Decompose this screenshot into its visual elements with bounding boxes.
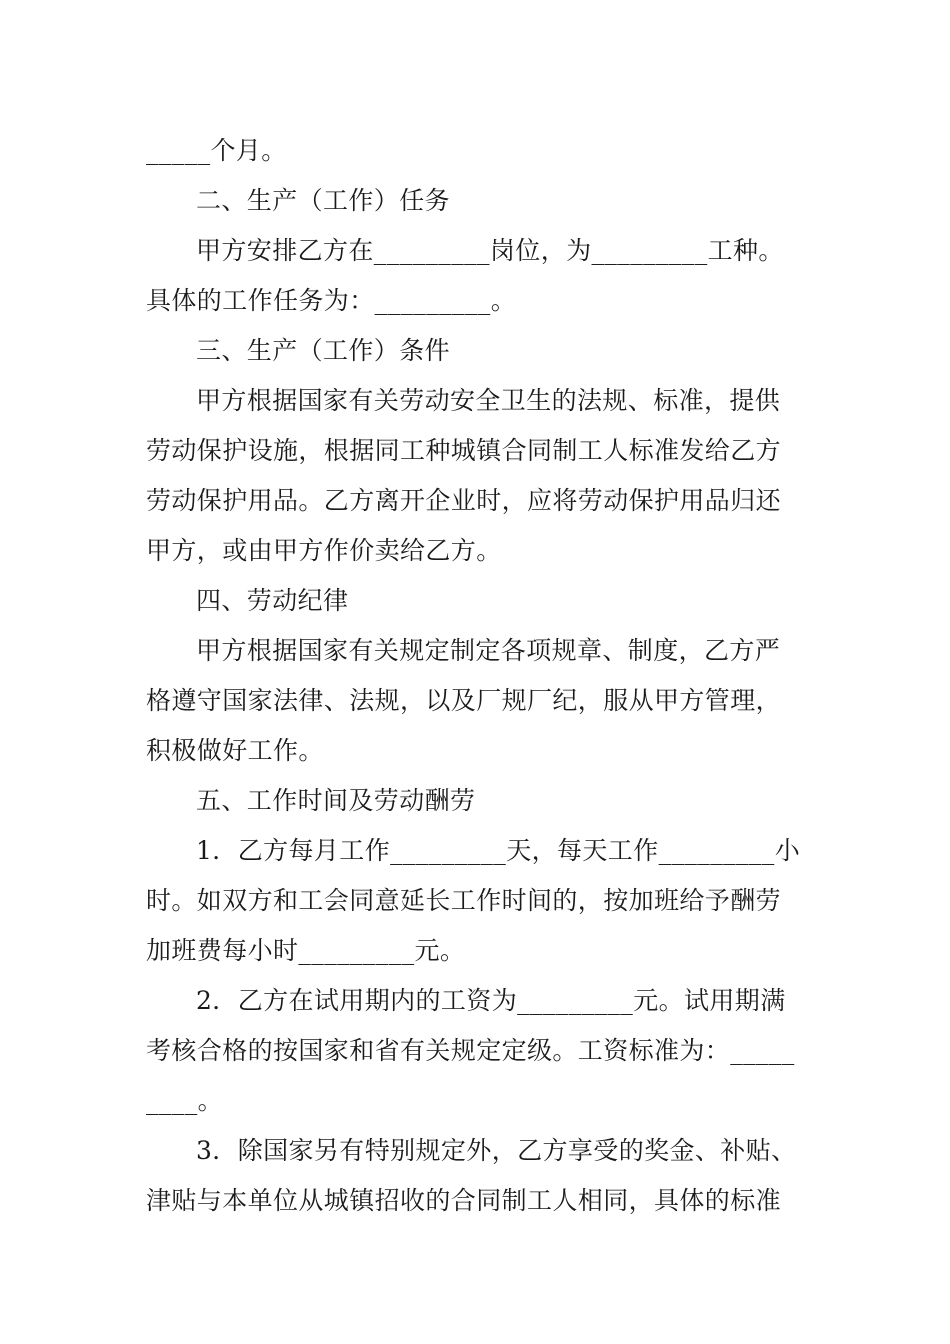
text-line: 时。如双方和工会同意延长工作时间的，按加班给予酬劳 bbox=[146, 886, 782, 915]
section-heading-discipline: 四、劳动纪律 bbox=[196, 586, 349, 615]
text-line: 甲方根据国家有关劳动安全卫生的法规、标准，提供 bbox=[196, 386, 781, 415]
section-heading-conditions: 三、生产（工作）条件 bbox=[196, 336, 451, 365]
text-line: ____。 bbox=[146, 1086, 224, 1115]
text-line: 考核合格的按国家和省有关规定定级。工资标准为：_____ bbox=[146, 1036, 795, 1065]
text-line: 甲方安排乙方在_________岗位，为_________工种。 bbox=[196, 236, 784, 265]
text-line: 加班费每小时_________元。 bbox=[146, 936, 466, 965]
text-line: 2．乙方在试用期内的工资为_________元。试用期满 bbox=[196, 986, 786, 1015]
text-line: 甲方根据国家有关规定制定各项规章、制度，乙方严 bbox=[196, 636, 781, 665]
section-heading-hours-pay: 五、工作时间及劳动酬劳 bbox=[196, 786, 476, 815]
text-line: 积极做好工作。 bbox=[146, 736, 324, 765]
section-heading-task: 二、生产（工作）任务 bbox=[196, 186, 451, 215]
text-line: 格遵守国家法律、法规，以及厂规厂纪，服从甲方管理， bbox=[146, 686, 782, 715]
text-line: 劳动保护用品。乙方离开企业时，应将劳动保护用品归还 bbox=[146, 486, 782, 515]
text-line: 3．除国家另有特别规定外，乙方享受的奖金、补贴、 bbox=[196, 1136, 797, 1165]
text-line: 津贴与本单位从城镇招收的合同制工人相同，具体的标准 bbox=[146, 1186, 782, 1215]
text-line: 1．乙方每月工作_________天，每天工作_________小 bbox=[196, 836, 801, 865]
text-line: 甲方，或由甲方作价卖给乙方。 bbox=[146, 536, 502, 565]
text-line: 具体的工作任务为：_________。 bbox=[146, 286, 517, 315]
text-line: _____个月。 bbox=[146, 136, 287, 165]
text-line: 劳动保护设施，根据同工种城镇合同制工人标准发给乙方 bbox=[146, 436, 782, 465]
